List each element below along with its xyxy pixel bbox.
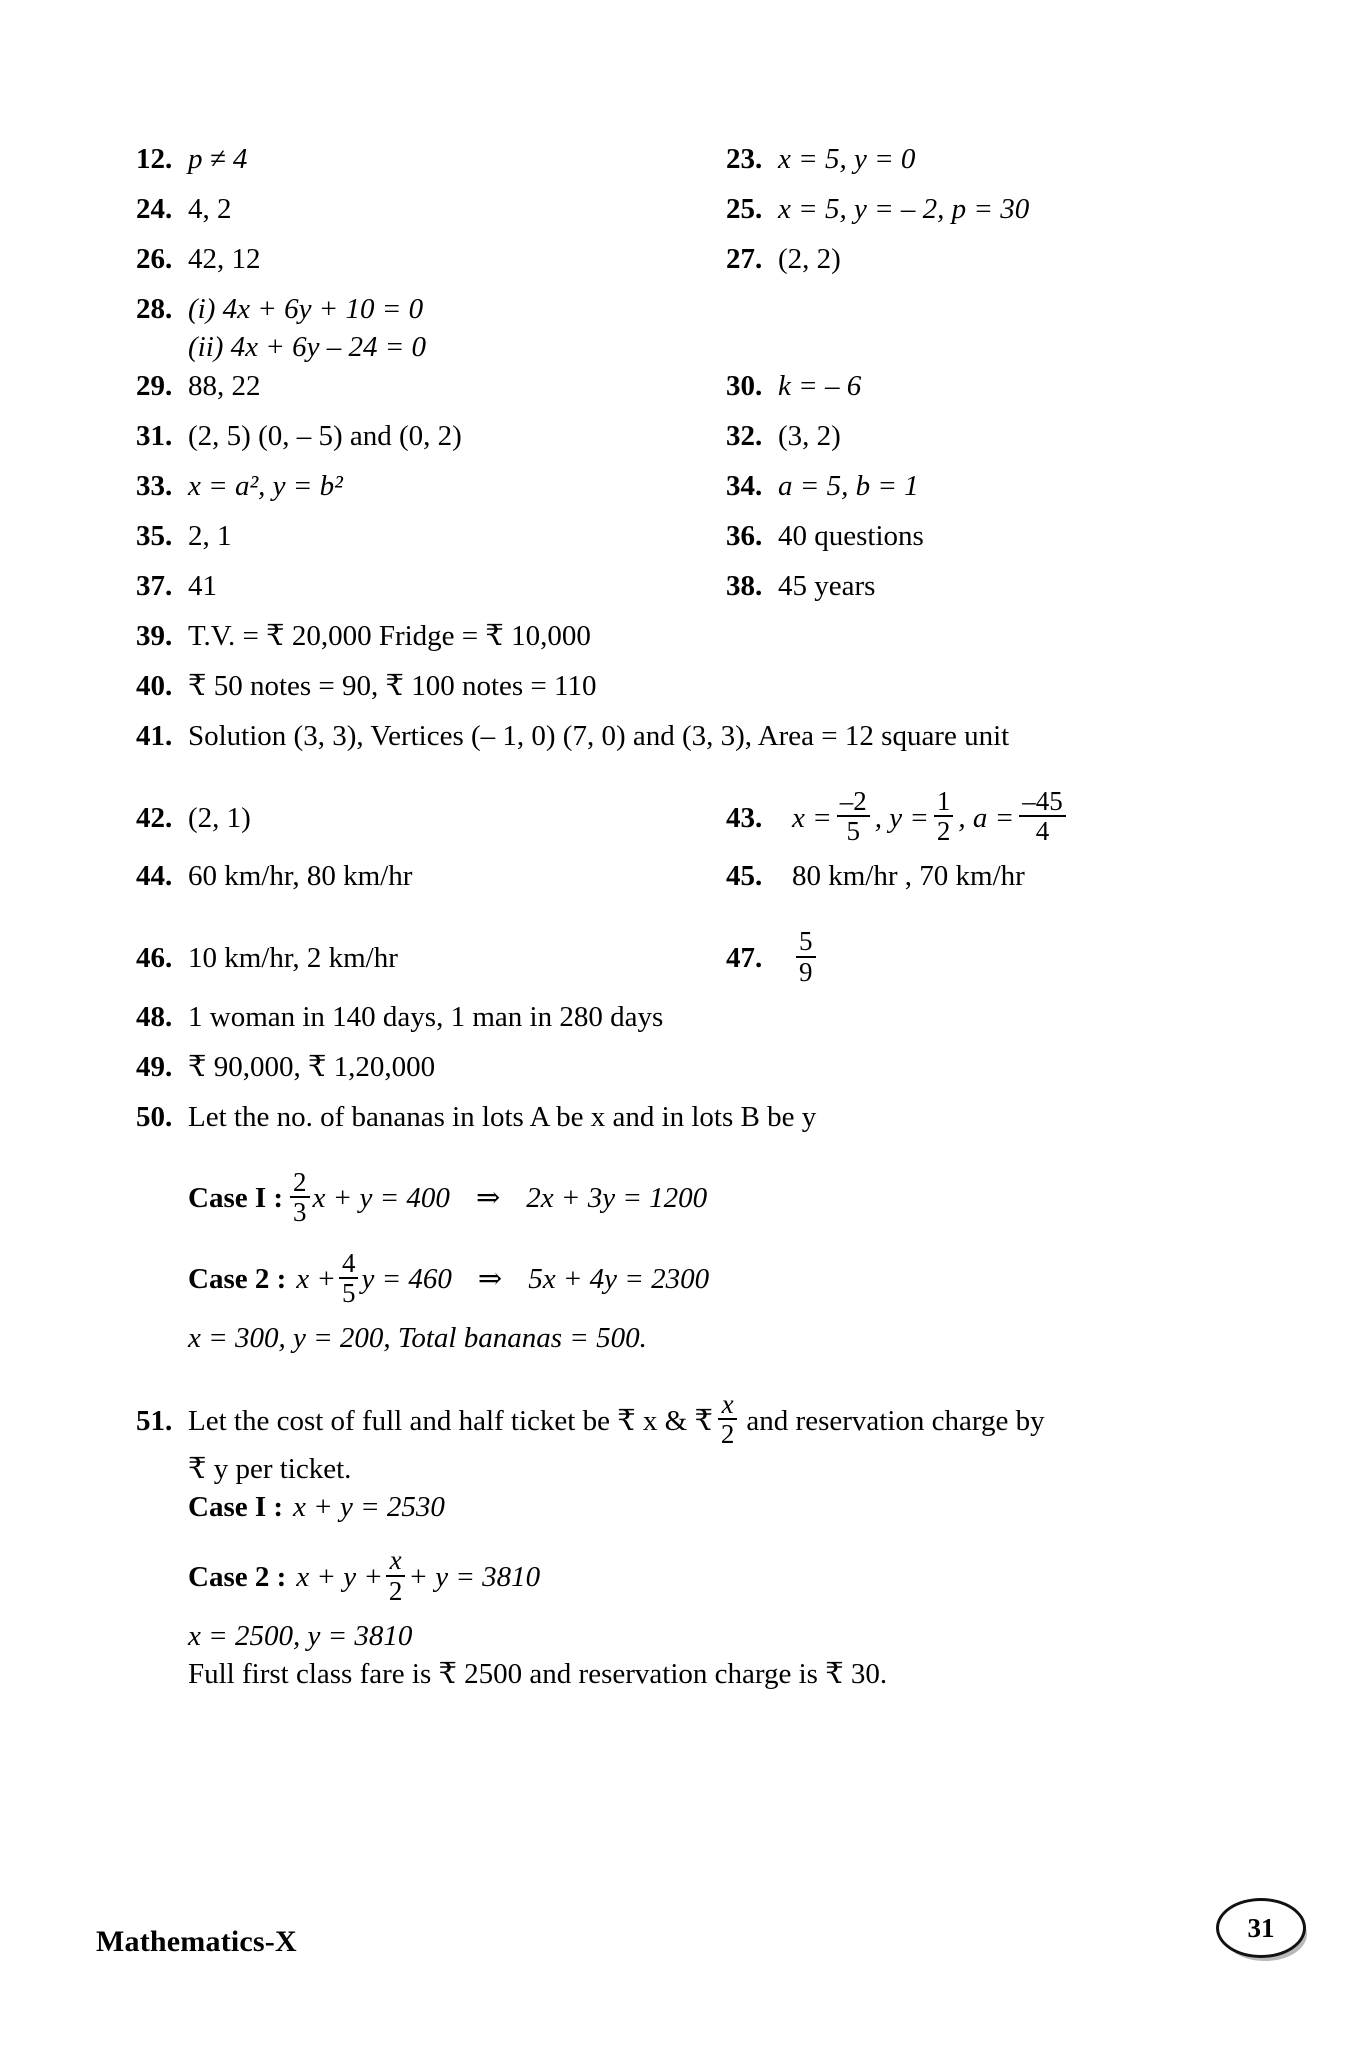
answer-row xyxy=(136,1048,1256,1098)
expression-part-a: , a = xyxy=(958,801,1015,834)
answer-item-33 xyxy=(136,467,726,505)
answer-item-35 xyxy=(136,517,726,555)
case-label: Case 2 : xyxy=(188,1263,287,1296)
fraction-x-over-2 xyxy=(386,1546,406,1605)
case-expression-after: + y = 3810 xyxy=(408,1560,541,1593)
answer-text: a = 5, b = 1 xyxy=(778,469,919,502)
fraction-numerator: 1 xyxy=(936,785,951,816)
answer-item-46 xyxy=(136,939,726,977)
fraction-four-fifths xyxy=(339,1249,359,1308)
answer-item-25 xyxy=(726,190,1256,228)
answer-row xyxy=(136,617,1256,667)
solution-line-q51: x = 2500, y = 3810 xyxy=(188,1619,413,1652)
answer-item-43 xyxy=(726,785,1256,848)
answer-text-line-2-q51: ₹ y per ticket. xyxy=(188,1453,352,1486)
case-label: Case I : xyxy=(188,1182,284,1215)
expression-part-y: , y = xyxy=(874,801,929,834)
answer-row xyxy=(136,517,1256,567)
answer-number: 33. xyxy=(136,469,173,502)
case-expression: x + y = 2530 xyxy=(293,1490,445,1523)
answer-text: 10 km/hr, 2 km/hr xyxy=(188,942,398,975)
answer-item-44 xyxy=(136,857,726,895)
answer-number: 23. xyxy=(726,143,763,175)
case-expression-before: x + xyxy=(296,1263,336,1296)
expression-part-x: x = xyxy=(792,801,832,834)
answer-number: 27. xyxy=(726,243,763,275)
answer-text: x = 5, y = – 2, p = 30 xyxy=(778,193,1030,225)
fraction-numerator: –2 xyxy=(839,785,867,816)
answer-item-34 xyxy=(726,467,1256,505)
answer-row xyxy=(136,717,1256,767)
fraction-x-over-2 xyxy=(718,1390,738,1449)
fraction-numerator: 2 xyxy=(293,1166,307,1197)
fraction-a xyxy=(1019,787,1066,846)
answer-item-42 xyxy=(136,799,726,837)
answer-number: 37. xyxy=(136,569,173,602)
answer-number: 43. xyxy=(726,801,763,834)
footer-book-title: Mathematics-X xyxy=(96,1925,297,1958)
answer-number: 49. xyxy=(136,1050,173,1083)
answer-text: 41 xyxy=(188,569,217,602)
answer-number: 44. xyxy=(136,860,173,893)
fraction-denominator: 2 xyxy=(386,1575,406,1605)
answer-item-24 xyxy=(136,190,726,228)
fraction-numerator: –45 xyxy=(1022,785,1063,816)
answer-item-36 xyxy=(726,517,1256,555)
answer-item-50 xyxy=(136,1098,816,1136)
case-line-2-q50 xyxy=(188,1247,1256,1310)
fraction-denominator: 9 xyxy=(796,956,816,986)
fraction-denominator: 5 xyxy=(339,1277,359,1307)
answer-row xyxy=(136,417,1256,467)
answer-expression xyxy=(792,785,1071,848)
answer-number: 28. xyxy=(136,293,173,325)
case-result: 2x + 3y = 1200 xyxy=(526,1182,708,1215)
answer-row xyxy=(136,140,1256,190)
answer-number: 25. xyxy=(726,193,763,225)
answer-number: 46. xyxy=(136,942,173,975)
fraction-numerator: x xyxy=(389,1545,402,1576)
answer-number: 36. xyxy=(726,519,763,552)
answer-item-31 xyxy=(136,417,726,455)
answer-number: 39. xyxy=(136,619,173,652)
answer-number: 51. xyxy=(136,1404,173,1437)
answer-item-28 xyxy=(136,290,726,367)
answer-item-47 xyxy=(726,926,1256,988)
case-line-1-q51 xyxy=(188,1489,1256,1527)
fraction-numerator: 4 xyxy=(341,1247,356,1278)
answer-item-40 xyxy=(136,667,596,705)
conclusion-line-q51: Full first class fare is ₹ 2500 and reservation charge is ₹ 30. xyxy=(188,1658,888,1691)
answer-text: (2, 1) xyxy=(188,801,251,834)
case-expression-before: x + y + xyxy=(296,1560,383,1593)
answer-text-line-1 xyxy=(188,1388,1045,1451)
answer-row xyxy=(136,467,1256,517)
fraction-denominator: 4 xyxy=(1019,815,1066,845)
case-result: 5x + 4y = 2300 xyxy=(528,1263,710,1296)
fraction-denominator: 5 xyxy=(837,815,870,845)
answer-item-51 xyxy=(136,1388,1045,1451)
answer-row xyxy=(136,857,1256,907)
fraction-numerator: x xyxy=(721,1388,734,1419)
answer-number: 32. xyxy=(726,419,763,452)
case-label: Case 2 : xyxy=(188,1560,287,1593)
answer-number: 41. xyxy=(136,719,173,752)
answer-item-29 xyxy=(136,367,726,405)
answer-row xyxy=(136,1388,1256,1451)
answer-number: 40. xyxy=(136,669,173,702)
fraction-x xyxy=(837,787,870,846)
answer-text: Solution (3, 3), Vertices (– 1, 0) (7, 0) and (3, 3), Area = 12 square unit xyxy=(188,719,1010,752)
answer-text-line-1: (i) 4x + 6y + 10 = 0 xyxy=(188,293,424,325)
answer-text: (3, 2) xyxy=(778,419,841,452)
case-expression: x + y = 400 xyxy=(312,1182,450,1215)
answer-text: x = 5, y = 0 xyxy=(778,143,916,175)
answer-text: Let the no. of bananas in lots A be x and in lots B be y xyxy=(188,1100,817,1133)
fraction-answer xyxy=(796,927,816,986)
answer-number: 30. xyxy=(726,369,763,402)
answer-row xyxy=(136,785,1256,848)
solution-line-q50: x = 300, y = 200, Total bananas = 500. xyxy=(188,1322,647,1355)
answer-item-37 xyxy=(136,567,726,605)
answer-text: x = a², y = b² xyxy=(188,469,343,502)
answer-item-32 xyxy=(726,417,1256,455)
page-number-badge xyxy=(1216,1898,1308,1960)
answer-row xyxy=(136,926,1256,988)
answer-number: 48. xyxy=(136,1000,173,1033)
statement-part-b: and reservation charge by xyxy=(746,1404,1045,1437)
answer-number: 34. xyxy=(726,469,763,502)
answer-item-39 xyxy=(136,617,591,655)
answer-item-45 xyxy=(726,857,1256,895)
answer-row xyxy=(136,290,1256,367)
answer-text: 2, 1 xyxy=(188,519,232,552)
fraction-denominator: 2 xyxy=(934,815,954,845)
answer-item-49 xyxy=(136,1048,435,1086)
answer-item-27 xyxy=(726,240,1256,278)
answer-number: 26. xyxy=(136,243,173,275)
answer-text: k = – 6 xyxy=(778,369,862,402)
implies-arrow: ⇒ xyxy=(477,1263,503,1296)
answer-number: 42. xyxy=(136,801,173,834)
answer-text: 4, 2 xyxy=(188,193,232,225)
answer-row xyxy=(136,240,1256,290)
implies-arrow: ⇒ xyxy=(475,1182,501,1215)
answer-number: 31. xyxy=(136,419,173,452)
fraction-denominator: 2 xyxy=(718,1418,738,1448)
fraction-two-thirds xyxy=(290,1168,310,1227)
answer-item-48 xyxy=(136,998,663,1036)
answer-item-38 xyxy=(726,567,1256,605)
case-label: Case I : xyxy=(188,1490,284,1523)
answer-text: 45 years xyxy=(778,569,876,602)
answer-item-41 xyxy=(136,717,1009,755)
answer-number: 29. xyxy=(136,369,173,402)
answer-text: 42, 12 xyxy=(188,243,261,275)
answer-row xyxy=(136,367,1256,417)
answer-number: 47. xyxy=(726,942,763,975)
answer-item-30 xyxy=(726,367,1256,405)
answer-row xyxy=(136,667,1256,717)
answer-row xyxy=(136,998,1256,1048)
answer-text: 40 questions xyxy=(778,519,924,552)
case-line-2-q51 xyxy=(188,1545,1256,1607)
answer-text: 60 km/hr, 80 km/hr xyxy=(188,860,413,893)
fraction-denominator: 3 xyxy=(290,1196,310,1226)
case-line-1-q50 xyxy=(188,1166,1256,1229)
answer-text: 1 woman in 140 days, 1 man in 280 days xyxy=(188,1000,664,1033)
answer-text: (2, 5) (0, – 5) and (0, 2) xyxy=(188,419,462,452)
fraction-numerator: 5 xyxy=(799,926,813,957)
answer-item-12 xyxy=(136,140,726,178)
answer-number: 45. xyxy=(726,860,763,893)
answer-text: 88, 22 xyxy=(188,369,261,402)
case-expression-after: y = 460 xyxy=(361,1263,452,1296)
answer-number: 35. xyxy=(136,519,173,552)
answer-text: ₹ 50 notes = 90, ₹ 100 notes = 110 xyxy=(188,669,597,702)
page-number: 31 xyxy=(1216,1898,1306,1958)
answer-row xyxy=(136,190,1256,240)
answer-number: 12. xyxy=(136,143,173,175)
answer-row xyxy=(136,1098,1256,1148)
answer-item-23 xyxy=(726,140,1256,178)
answer-number: 50. xyxy=(136,1100,173,1133)
answer-item-26 xyxy=(136,240,726,278)
answers-list xyxy=(136,140,1256,1693)
fraction-y xyxy=(934,787,954,846)
answer-row xyxy=(136,567,1256,617)
answer-text: 80 km/hr , 70 km/hr xyxy=(792,860,1025,893)
answer-text: T.V. = ₹ 20,000 Fridge = ₹ 10,000 xyxy=(188,619,591,652)
answer-text-line-2: (ii) 4x + 6y – 24 = 0 xyxy=(188,331,427,364)
answer-text: p ≠ 4 xyxy=(188,143,248,175)
statement-part-a: Let the cost of full and half ticket be ₹ x & ₹ xyxy=(188,1404,713,1437)
answer-number: 24. xyxy=(136,193,173,225)
answer-text: (2, 2) xyxy=(778,243,841,275)
answer-text: ₹ 90,000, ₹ 1,20,000 xyxy=(188,1050,436,1083)
answer-number: 38. xyxy=(726,569,763,602)
